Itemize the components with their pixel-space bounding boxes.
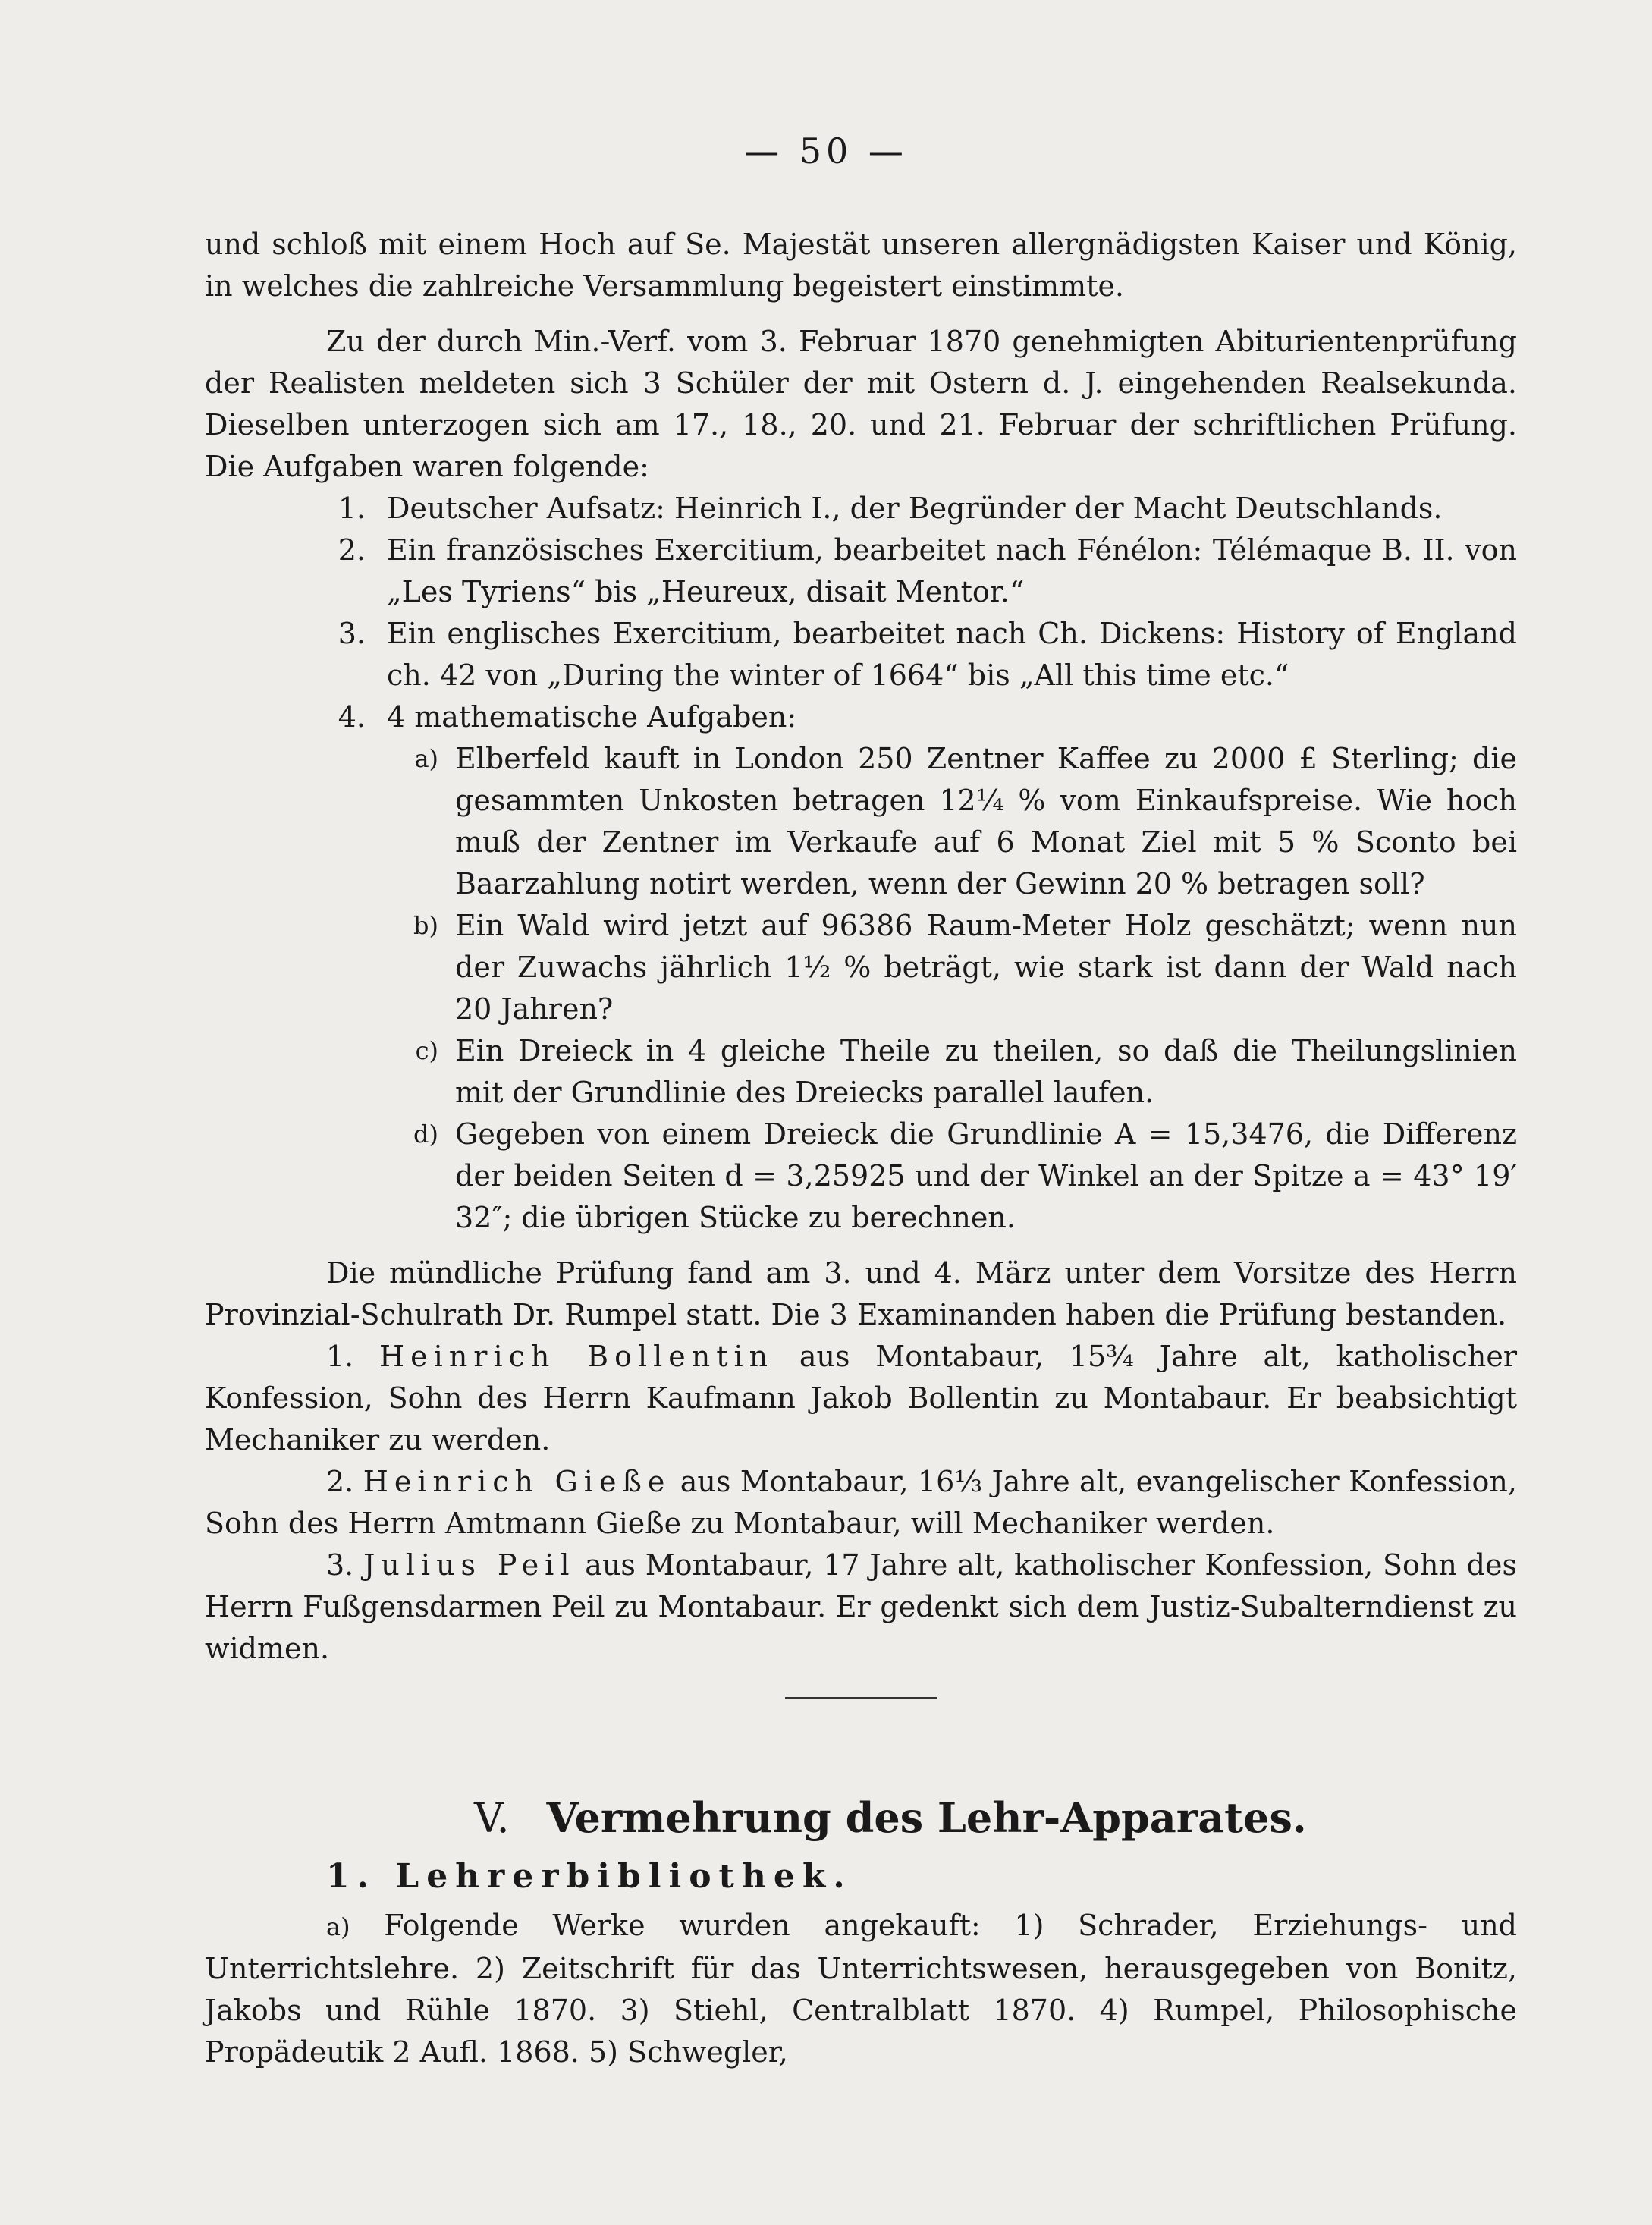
math-label: a) bbox=[414, 744, 438, 773]
list-item bbox=[205, 1114, 1517, 1239]
task-number: 1. bbox=[338, 492, 366, 525]
math-text: Gegeben von einem Dreieck die Grundlinie A = 15,3476, die Differenz der beiden Seiten d = 3,25925 und der Winkel an der Spitze a = 43° 19′ 32″; die übrigen Stücke zu berechnen. bbox=[455, 1117, 1517, 1234]
list-item bbox=[205, 1336, 1517, 1461]
candidate-list bbox=[205, 1336, 1517, 1670]
library-label: a) bbox=[326, 1912, 350, 1941]
library-text: Folgende Werke wurden angekauft: 1) Schrader, Erziehungs- und Unterrichtslehre. 2) Zeitschrift für das Unterrichtswesen, herausgegeben von Bonitz, Jakobs und Rühle 1870. 3) Stiehl, Centralblatt 1870. 4) Rumpel, Philosophische Propädeutik 2 Aufl. 1868. 5) Schwegler, bbox=[205, 1909, 1517, 2069]
task-text: Ein französisches Exercitium, bearbeitet nach Fénélon: Télémaque B. II. von „Les Tyriens“ bis „Heureux, disait Mentor.“ bbox=[387, 533, 1517, 608]
list-item bbox=[205, 1461, 1517, 1545]
list-item bbox=[205, 488, 1517, 530]
candidate-details: aus Montabaur, 15¾ Jahre alt, katholischer Konfession, Sohn des Herrn Kaufmann Jakob Bollentin zu Montabaur. Er beabsichtigt Mechaniker zu werden. bbox=[205, 1340, 1517, 1457]
candidate-name: Heinrich Bollentin bbox=[379, 1340, 774, 1373]
task-list bbox=[205, 488, 1517, 738]
library-paragraph bbox=[205, 1905, 1517, 2073]
math-label: c) bbox=[415, 1036, 438, 1065]
candidate-name: Julius Peil bbox=[363, 1548, 576, 1582]
page-body bbox=[205, 224, 1517, 2073]
list-item bbox=[205, 738, 1517, 905]
section-heading bbox=[205, 1793, 1517, 1842]
task-text: 4 mathematische Aufgaben: bbox=[387, 700, 797, 734]
candidate-number: 2. bbox=[326, 1465, 354, 1498]
task-number: 3. bbox=[338, 617, 366, 650]
candidate-number: 3. bbox=[326, 1548, 354, 1582]
list-item bbox=[205, 905, 1517, 1030]
math-text: Ein Wald wird jetzt auf 96386 Raum-Meter Holz geschätzt; wenn nun der Zuwachs jährlich 1½ % beträgt, wie stark ist dann der Wald nach 20 Jahren? bbox=[455, 909, 1517, 1026]
oral-exam-paragraph: Die mündliche Prüfung fand am 3. und 4. März unter dem Vorsitze des Herrn Provinzial-Schulrath Dr. Rumpel statt. Die 3 Examinanden haben die Prüfung bestanden. bbox=[205, 1256, 1517, 1331]
list-item bbox=[205, 696, 1517, 738]
section-title: Vermehrung des Lehr-Apparates. bbox=[546, 1793, 1307, 1842]
separator-rule bbox=[785, 1697, 937, 1699]
candidate-number: 1. bbox=[326, 1340, 354, 1373]
math-label: d) bbox=[413, 1120, 438, 1149]
exam-paragraph: Zu der durch Min.-Verf. vom 3. Februar 1870 genehmigten Abiturientenprüfung der Realisten meldeten sich 3 Schüler der mit Ostern d. J. eingehenden Realsekunda. Dieselben unterzogen sich am 17., 18., 20. und 21. Februar der schriftlichen Prüfung. Die Aufgaben waren folgende: bbox=[205, 325, 1517, 483]
list-item bbox=[205, 613, 1517, 696]
math-text: Elberfeld kauft in London 250 Zentner Kaffee zu 2000 £ Sterling; die gesammten Unkosten betragen 12¼ % vom Einkaufspreise. Wie hoch muß der Zentner im Verkaufe auf 6 Monat Ziel mit 5 % Sconto bei Baarzahlung notirt werden, wenn der Gewinn 20 % betragen soll? bbox=[455, 742, 1517, 900]
math-label: b) bbox=[413, 911, 438, 940]
list-item bbox=[205, 530, 1517, 613]
task-number: 4. bbox=[338, 700, 366, 734]
subsection-heading: 1. Lehrerbibliothek. bbox=[326, 1857, 853, 1896]
task-number: 2. bbox=[338, 533, 366, 567]
list-item bbox=[205, 1030, 1517, 1114]
candidate-name: Heinrich Gieße bbox=[363, 1465, 671, 1498]
intro-paragraph: und schloß mit einem Hoch auf Se. Majestät unseren allergnädigsten Kaiser und König, in welches die zahlreiche Versammlung begeistert einstimmte. bbox=[205, 228, 1517, 303]
task-text: Deutscher Aufsatz: Heinrich I., der Begründer der Macht Deutschlands. bbox=[387, 492, 1443, 525]
task-text: Ein englisches Exercitium, bearbeitet nach Ch. Dickens: History of England ch. 42 von „During the winter of 1664“ bis „All this time etc.“ bbox=[387, 617, 1517, 692]
candidate-details: aus Montabaur, 17 Jahre alt, katholischer Konfession, Sohn des Herrn Fußgensdarmen Peil zu Montabaur. Er gedenkt sich dem Justiz-Subalterndienst zu widmen. bbox=[205, 1548, 1517, 1665]
math-task-list bbox=[205, 738, 1517, 1239]
math-text: Ein Dreieck in 4 gleiche Theile zu theilen, so daß die Theilungslinien mit der Grundlinie des Dreiecks parallel laufen. bbox=[455, 1034, 1517, 1109]
list-item bbox=[205, 1545, 1517, 1670]
candidate-details: aus Montabaur, 16⅓ Jahre alt, evangelischer Konfession, Sohn des Herrn Amtmann Gieße zu Montabaur, will Mechaniker werden. bbox=[205, 1465, 1517, 1540]
section-numeral: V. bbox=[474, 1794, 510, 1842]
page-number: — 50 — bbox=[744, 130, 908, 171]
